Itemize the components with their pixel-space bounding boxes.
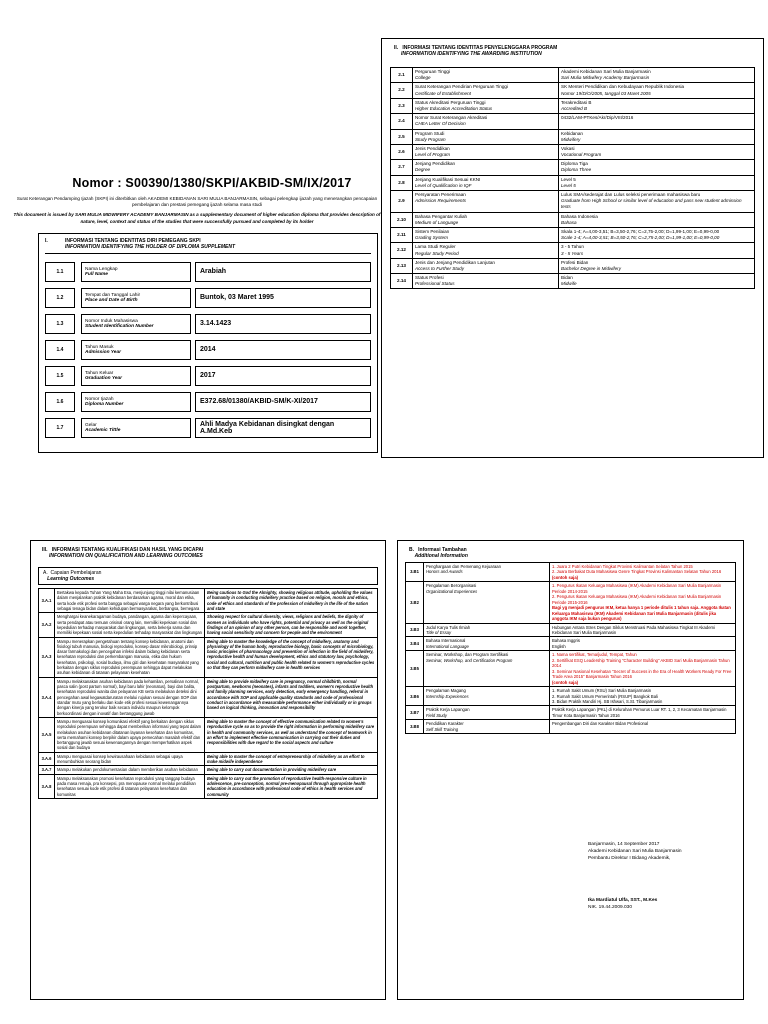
row-number: 2.6 xyxy=(391,144,413,159)
row-value xyxy=(559,129,755,144)
row-number: 3.A.1 xyxy=(39,589,55,613)
row-value xyxy=(559,243,755,258)
row-number: 3.A.4 xyxy=(39,677,55,717)
label-en: Level of Program xyxy=(415,152,450,158)
outcome-row xyxy=(39,637,378,677)
row-label xyxy=(424,563,550,582)
value-note: (contoh saja) xyxy=(552,574,579,580)
outcome-en: Being able to provide midwifery care in pregnancy, normal childbirth, normal postpartum, newborns (neonates), infants and toddlers, women's reproductive health and family planning services, early detection, early emergency handling, referral in accordance with SOP and applicable quality standards and code of professional conduct in accordance with measurable performance either individually or in groups based on logical thinking, innovation and responsibility xyxy=(205,677,378,717)
row-value: 2017 xyxy=(195,366,371,386)
row-value: E372.68/01380/AKBID-SM/K-XI/2017 xyxy=(195,392,371,412)
row-number: 3.A.8 xyxy=(39,774,55,798)
label-en: Access to Further Study xyxy=(415,265,465,271)
row-number: 3.A.6 xyxy=(39,752,55,766)
value-id: Lulus SMA/sederajat dan Lulus seleksi penerimaan mahasiswa baru xyxy=(561,192,701,197)
label-id: Jenis dan Jenjang Pendidikan Lanjutan xyxy=(415,259,495,265)
label-en: Seminar, Workshop, and Certification Program xyxy=(426,657,513,663)
institution-row xyxy=(391,191,755,213)
section-title-en: INFORMATION ON QUALIFICATION AND LEARNING OUTCOMES xyxy=(48,553,203,559)
value-id: Level 5 xyxy=(561,176,576,182)
row-value xyxy=(559,258,755,273)
value-item: 1. Juara 2 Putri Kebidanan Tingkat Provinsi Kalimantan Selatan Tahun 2015 xyxy=(552,564,693,569)
row-value xyxy=(550,637,736,651)
institution-table xyxy=(390,67,755,289)
outcome-en: Being able to carry out the promotion of reproductive health-responsive culture in adolescence, pre-conception, normal pre-menopausal through appropriate health education in accordance with professional code of ethics in health services and community xyxy=(205,774,378,798)
identity-row xyxy=(45,418,371,438)
label-id: Persyaratan Penerimaan xyxy=(415,192,466,197)
label-en: Organizational Experiences xyxy=(426,588,478,594)
row-number: 1.7 xyxy=(45,418,75,438)
additional-row xyxy=(406,563,736,582)
institution-row xyxy=(391,68,755,83)
additional-row xyxy=(406,637,736,651)
outcome-id: Mampu melaksanakan promosi kesehatan reproduksi yang tanggap budaya pada masa remaja, pra konsepsi, pra menopause normal melalui pendidikan kesehatan sesuai kode etik profesi di tatanan pelayanan kesehatan dan komunitas xyxy=(55,774,205,798)
label-id: Tempat dan Tanggal Lahir xyxy=(85,292,141,298)
label-id: Tahun Keluar xyxy=(85,370,114,376)
label-en: Degree xyxy=(415,167,431,173)
sign-place-date: Banjarmasin, 14 September 2017 xyxy=(588,842,660,847)
section-title: Informasi Tambahan xyxy=(418,547,467,553)
row-number: 2.12 xyxy=(391,243,413,258)
institution-row xyxy=(391,274,755,289)
row-value xyxy=(559,274,755,289)
label-en: Graduation Year xyxy=(85,375,123,381)
row-label xyxy=(424,582,550,623)
label-id: Seminar, Workshop, dan Program Sertifikasi xyxy=(426,652,509,658)
row-label xyxy=(424,687,550,706)
label-id: Nomor Ijazah xyxy=(85,396,114,402)
row-number: 2.3 xyxy=(391,98,413,113)
outcome-en: Being able to master the concept of entrepreneurship of midwifery as an effort to make midwife independence xyxy=(205,752,378,766)
row-number: 3.B8 xyxy=(406,720,424,734)
value-en: Nomor 19/D/O/2005, tanggal 03 Maret 2005 xyxy=(561,90,651,96)
additional-row xyxy=(406,706,736,720)
label-en: CHEA Letter Of Decision xyxy=(415,121,466,127)
value-item: Praktik Kerja Lapangan (PKL) di Kelurahan Pemurus Luar RT. 1, 2, 3 Kecamatan Banjarmasin Timur Kota Banjarmasin Tahun 2016 xyxy=(552,707,727,718)
additional-info-table xyxy=(405,562,736,734)
label-en: Internship Experiences xyxy=(426,693,469,699)
row-label xyxy=(424,720,550,734)
row-number: 1.5 xyxy=(45,366,75,386)
label-en: Regular Study Period xyxy=(415,250,459,256)
outcome-id: Mampu menerapkan pengetahuan tentang konsep kebidanan, anatomi dan fisiologi tubuh manusia, biologi reproduksi, konsep dasar mikrobiologi, prinsip dasar farmakologi dan pencegahan infeksi dalam bidang kebidanan serta kesehatan reproduksi dan perkembangan manusia, etika dan hukum kesehatan, psikologi, sosial budaya, ilmu gizi dan kesehatan masyarakat yang berkaitan dengan siklus reproduksi perempuan sehingga dapat melakukan asuhan kebidanan di tatanan pelayanan kesehatan xyxy=(55,637,205,677)
identity-row xyxy=(45,366,371,386)
institution-row xyxy=(391,160,755,175)
row-value xyxy=(559,212,755,227)
row-value xyxy=(559,98,755,113)
label-id: Jenis Pendidikan xyxy=(415,145,450,151)
row-value xyxy=(559,144,755,159)
row-number: 2.5 xyxy=(391,129,413,144)
label-en: Level of Qualification in IQF xyxy=(415,182,472,188)
section-title-en: INFORMATION IDENTIFYING THE HOLDER OF DIPLOMA SUPPLEMENT xyxy=(65,243,235,250)
label-en: Full Name xyxy=(85,271,108,277)
sign-name: Ika Mardiatul Ulfa, SST., M.Kes xyxy=(588,897,658,903)
row-number: 2.9 xyxy=(391,191,413,213)
row-label xyxy=(81,288,191,308)
row-value xyxy=(550,706,736,720)
label-id: Nomor Induk Mahasiswa xyxy=(85,318,138,324)
value-item: Bahasa Inggris xyxy=(552,638,580,644)
label-id: Perguruan Tinggi xyxy=(415,69,450,74)
section-number: III. xyxy=(42,547,48,553)
row-value: 2014 xyxy=(195,340,371,360)
row-value xyxy=(550,687,736,706)
value-id: Akademi Kebidanan Sari Mulia Banjarmasin xyxy=(561,69,651,74)
value-id: Bahasa Indonesia xyxy=(561,213,598,219)
row-label xyxy=(413,258,559,273)
outcome-row xyxy=(39,752,378,766)
section-header xyxy=(45,238,371,254)
label-id: Surat Keterangan Pendirian Perguruan Tinggi xyxy=(415,84,508,90)
section-title: INFORMASI TENTANG IDENTITAS DIRI PEMEGANG SKPI xyxy=(65,237,201,244)
skpi-page-identity xyxy=(8,176,386,453)
outcome-en: Being able to master the concept of effective communication related to women's reproductive cycle so as to provide the right information in performing midwifery care in health and community services, as well as understand the concept of teamwork in an effort to implement effective communication in carrying out their duties and responsibilities with due regard to the social aspects and culture xyxy=(205,717,378,752)
row-label xyxy=(81,262,191,282)
signature-block xyxy=(588,841,682,911)
label-id: Sistem Penilaian xyxy=(415,228,450,234)
row-number: 2.13 xyxy=(391,258,413,273)
section-title-en: Additional Information xyxy=(414,553,468,559)
outcome-row xyxy=(39,589,378,613)
row-number: 3.B4 xyxy=(406,637,424,651)
value-item: Pengembangan Diri dan Karakter Bidan Profesional xyxy=(552,721,649,727)
intro-text-en: This document is issued by SARI MULIA MIDWIFERY ACADEMY BANJARMASIN as a supplementary document of higher education diploma that provides description of nature, level, context and status of the studies that were successfully pursued and completed by its holder xyxy=(13,212,381,224)
row-label xyxy=(424,651,550,687)
label-id: Nomor Surat Keterangan Akreditasi xyxy=(415,115,488,121)
label-id: Praktik Kerja Lapangan xyxy=(426,707,470,713)
row-value xyxy=(559,175,755,190)
label-en: Study Program xyxy=(415,136,446,142)
row-number: 3.B7 xyxy=(406,706,424,720)
label-en: Student Identification Number xyxy=(85,323,154,329)
identity-rows xyxy=(45,262,371,438)
additional-row xyxy=(406,720,736,734)
row-label xyxy=(413,68,559,83)
row-number: 2.1 xyxy=(391,68,413,83)
row-label xyxy=(81,418,191,438)
identity-row xyxy=(45,288,371,308)
outcome-en: Being cautious to God the Almighty, showing religious attitude, upholding the values of humanity in conducting midwifery practice based on religion, morals and ethics, code of ethics and standards of the profession of midwifery in the life of the nation and state xyxy=(205,589,378,613)
institution-row xyxy=(391,243,755,258)
row-number: 2.10 xyxy=(391,212,413,227)
section-number: B. xyxy=(409,547,414,553)
additional-row xyxy=(406,687,736,706)
label-id: Nama Lengkap xyxy=(85,266,118,272)
label-id: Program Studi xyxy=(415,130,445,136)
value-id: Vokasi xyxy=(561,145,575,151)
value-id: Skala 1-4; A=4,00-3,51; B=3,50-2,76; C=2,75-2,00; D=1,99-1,00; E=0,99-0,00 xyxy=(561,228,720,234)
label-id: Jenjang Kualifikasi Sesuai KKNI xyxy=(415,176,481,182)
row-label xyxy=(81,314,191,334)
institution-row xyxy=(391,83,755,98)
outcome-en: Being able to carry out documentation in providing midwifery care xyxy=(205,766,378,774)
skpi-page-institution xyxy=(381,38,764,458)
row-number: 2.4 xyxy=(391,114,413,129)
value-item: 1. Rumah Sakit Umum (RSU) Sari Mulia Banjarmasin xyxy=(552,688,652,694)
row-value xyxy=(550,563,736,582)
label-en: Medium of Language xyxy=(415,219,459,225)
document-number: Nomor : S00390/1380/SKPI/AKBID-SM/IX/2017 xyxy=(72,176,352,190)
label-en: Self Skill Training xyxy=(426,726,459,732)
institution-row xyxy=(391,98,755,113)
value-note: Bagi yg menjadi pengurus IKM, ketua hanya 1 periode ditulis 1 tahun saja. Anggota Ikatan Keluarga Mahasiswa (IKM) Akademi Kebidanan Sari Mulia Banjarmasin (ditulis jika anggota IKM saja bukan pengurus) xyxy=(552,605,731,622)
row-label xyxy=(81,366,191,386)
value-item: 2. Pengurus Ikatan Keluarga Mahasiswa (IKM) Akademi Kebidanan Sari Mulia Banjarmasin Periode 2015-2016 xyxy=(552,594,722,605)
value-id: Profesi Bidan xyxy=(561,259,589,265)
row-number: 3.B2 xyxy=(406,582,424,623)
row-number: 3.B5 xyxy=(406,651,424,687)
row-value xyxy=(559,227,755,242)
label-en: Certificate of Establishment xyxy=(415,90,471,96)
row-number: 3.B3 xyxy=(406,623,424,637)
row-number: 3.B1 xyxy=(406,563,424,582)
institution-row xyxy=(391,258,755,273)
label-id: Jenjang Pendidikan xyxy=(415,161,456,167)
subsection-title: Capaian Pembelajaran xyxy=(50,570,102,576)
identity-row xyxy=(45,314,371,334)
label-en: College xyxy=(415,75,431,81)
value-note: (contoh saja) xyxy=(552,679,579,685)
identity-row xyxy=(45,392,371,412)
row-value xyxy=(550,651,736,687)
skpi-page-additional xyxy=(397,540,744,1000)
row-value xyxy=(550,720,736,734)
row-value: Buntok, 03 Maret 1995 xyxy=(195,288,371,308)
outcome-id: Mampu melaksanakan asuhan kebidanan pada kehamilan, persalinan normal, pasca salin (post partum normal), bayi baru lahir (neonatus), bayi dan balita, kesehatan reproduksi wanita dan pelayanan KB serta melakukan deteksi dini pencegahan awal kegawatdaruratan melalui rujukan sesuai dengan SOP dan standar mutu yang berlaku dan kode etik profesi sesuai kewenangannya dengan kinerja yang terukur baik secara individu maupun kelompok berkoordinasi dengan inovatif dan bertanggung jawab xyxy=(55,677,205,717)
section-title: INFORMASI TENTANG IDENTITAS PENYELENGGARA PROGRAM xyxy=(402,45,558,51)
additional-row xyxy=(406,582,736,623)
row-label xyxy=(413,160,559,175)
value-en: Graduate from High School or similar level of education and pass new student admission tests xyxy=(561,198,742,210)
value-id: Diploma Tiga xyxy=(561,161,588,167)
outcome-en: Being able to master the knowledge of the concept of midwifery, anatomy and physiology of the human body, reproductive biology, basic concepts of microbiology, basic principles of pharmacology and prevention of infection in the field of midwifery, reproductive health and human development, ethics and statutory law, psychology, social and cultural, nutrition and public health related to women's reproductive cycles so that they can perform midwifery care in health services xyxy=(205,637,378,677)
row-number: 3.A.3 xyxy=(39,637,55,677)
label-en: Diploma Number xyxy=(85,401,124,407)
label-en: Grading System xyxy=(415,235,448,241)
row-number: 1.2 xyxy=(45,288,75,308)
institution-row xyxy=(391,129,755,144)
label-id: Status Akreditasi Perguruan Tinggi xyxy=(415,99,486,105)
outcome-row xyxy=(39,774,378,798)
row-label xyxy=(81,340,191,360)
row-label xyxy=(424,623,550,637)
label-id: Tahun Masuk xyxy=(85,344,114,350)
institution-row xyxy=(391,175,755,190)
label-en: Admission Requirements xyxy=(415,198,467,204)
section-header xyxy=(394,45,755,57)
row-value xyxy=(559,68,755,83)
sign-institution: Akademi Kebidanan Sari Mulia Banjarmasin xyxy=(588,849,682,855)
additional-row xyxy=(406,623,736,637)
label-en: Professional Status xyxy=(415,281,455,287)
institution-row xyxy=(391,227,755,242)
value-id: SK Menteri Pendidikan dan Kebudayaan Republik Indonesia xyxy=(561,84,685,90)
row-number: 2.7 xyxy=(391,160,413,175)
value-item: 3. Bidan Praktik Mandiri Hj. SB Ishwari, S.St. Tibanjarmasin xyxy=(552,698,663,704)
outcome-id: Mampu melakukan pendokumentasian dalam memberikan asuhan kebidanan xyxy=(55,766,205,774)
holder-identity-box xyxy=(38,233,378,453)
row-value xyxy=(550,623,736,637)
label-id: Bahasa Internasional xyxy=(426,638,466,644)
value-en: Level 5 xyxy=(561,182,576,188)
row-value xyxy=(559,160,755,175)
row-label xyxy=(413,212,559,227)
label-id: Pengalaman Magang xyxy=(426,688,466,694)
section-header xyxy=(42,547,378,559)
value-en: 3 - 5 Years xyxy=(561,250,584,256)
row-label xyxy=(81,392,191,412)
value-item: 2. Juara Berbakat Duta Mahasiswa Genre Tingkat Provinsi Kalimantan Selatan Tahun 2016 xyxy=(552,569,722,575)
label-id: Pendidikan Karakter xyxy=(426,721,464,727)
label-id: Penghargaan dan Pemenang Kejuaraan xyxy=(426,564,501,569)
row-label xyxy=(413,83,559,98)
outcome-en: Showing respect for cultural diversity, views, religions and beliefs, the dignity of women as individuals who have rights, potential and privacy as well as the original findings of an opinion of any other person, can be responsible and work together, having social sensitivity and concern for people and the environment xyxy=(205,613,378,637)
additional-row xyxy=(406,651,736,687)
row-value: 3.14.1423 xyxy=(195,314,371,334)
subsection-number: A. xyxy=(43,570,48,576)
value-en: Accredited B xyxy=(561,105,588,111)
outcome-id: Bertakwa kepada Tuhan Yang Maha Esa, menjunjung tinggi nilai kemanusiaan dalam menjalankan praktik kebidanan berdasarkan agama, moral dan etika, serta kode etik profesi serta bangga sebagai warga negara yang berkontribusi sebagai tenaga bidan dalam kehidupan bermasyarakat, berbangsa, bernegara xyxy=(55,589,205,613)
row-value xyxy=(559,191,755,213)
section-number: II. xyxy=(394,45,399,51)
identity-row xyxy=(45,262,371,282)
learning-outcomes-header xyxy=(38,567,378,585)
row-value xyxy=(550,582,736,623)
label-en: Honors and Awards xyxy=(426,569,463,575)
value-en: Midwifery xyxy=(561,136,581,142)
value-id: 3 - 5 Tahun xyxy=(561,244,584,250)
value-item: Hubungan Antara Stres Dengan Siklus Menstruasi Pada Mahasiswa Tingkat III Akademi Kebidanan Sari Mulia Banjarmasin xyxy=(552,624,715,635)
outcome-row xyxy=(39,717,378,752)
learning-outcomes-table xyxy=(38,588,378,799)
value-en: Scale 1-4; A=4,00-3,51; B=3,50-2,76; C=2,75-2,00; D=1,99-1,00; E=0,99-0,00 xyxy=(561,235,720,241)
row-number: 3.A.5 xyxy=(39,717,55,752)
row-label xyxy=(413,227,559,242)
row-value: Arabiah xyxy=(195,262,371,282)
row-number: 3.B6 xyxy=(406,687,424,706)
outcome-id: Menghargai keanekaragaman budaya, pandangan, agama dan kepercayaan, serta pendapat atau temuan orisinal orang lain, memiliki kepekaan sosial dan kepedulian terhadap masyarakat dan lingkungan, serta bekerja sama dan memiliki kepekaan sosial serta kepedulian terhadap masyarakat dan lingkungan xyxy=(55,613,205,637)
subsection-title-en: Learning Outcomes xyxy=(47,576,95,582)
outcome-row xyxy=(39,613,378,637)
label-en: Title of Essay xyxy=(426,629,452,635)
intro-text-id: Surat Keterangan Pendamping Ijazah (SKPI) ini diterbitkan oleh AKADEMI KEBIDANAN SARI MULIA BANJARMASIN, sebagai pelengkap ijazah yang menerangkan pencapaian pembelajaran dan prestasi pemegang ijazah selama masa studi xyxy=(16,196,378,208)
sign-nik: NIK. 19.44.2009.030 xyxy=(588,904,633,910)
value-item: 2. Sertifikat ESQ Leadership Training "Character Building" AKBID Sari Mulia Banjarmasin Tahun 2014 xyxy=(552,657,730,669)
section-title: INFORMASI TENTANG KUALIFIKASI DAN HASIL YANG DICAPAI xyxy=(51,547,204,553)
value-item: English xyxy=(552,643,566,649)
identity-row xyxy=(45,340,371,360)
value-en: Diploma Three xyxy=(561,167,592,173)
value-id: 0432/LAM-PTKes/Akr/Dip/VIII/2016 xyxy=(561,115,634,121)
label-id: Pengalaman Berorganisasi xyxy=(426,583,477,589)
label-en: Higher Education Accreditation Status xyxy=(415,105,493,111)
row-label xyxy=(424,637,550,651)
value-en: Bahasa xyxy=(561,219,577,225)
row-label xyxy=(413,243,559,258)
row-number: 2.11 xyxy=(391,227,413,242)
row-number: 2.2 xyxy=(391,83,413,98)
institution-row xyxy=(391,114,755,129)
label-en: Field Study xyxy=(426,712,447,718)
outcome-row xyxy=(39,677,378,717)
row-label xyxy=(413,114,559,129)
row-value: Ahli Madya Kebidanan disingkat dengan A.Md.Keb xyxy=(195,418,371,438)
row-label xyxy=(413,144,559,159)
row-number: 3.A.7 xyxy=(39,766,55,774)
value-item: 3. Seminar Nasional Kesehatan "Secret of Success in the Era of Health Workers Ready For Free Trade Area 2015" Banjarmasin Tahun 2016 xyxy=(552,668,732,680)
label-en: International Language xyxy=(426,643,469,649)
label-id: Bahasa Pengantar Kuliah xyxy=(415,213,468,219)
outcome-id: Mampu menguasai konsep kewirausahaan kebidanan sebagai upaya menumbuhkan seorang bidan xyxy=(55,752,205,766)
row-label xyxy=(413,175,559,190)
row-number: 3.A.2 xyxy=(39,613,55,637)
value-en: Sari Mulia Midwifery Academy Banjarmasin xyxy=(561,75,650,81)
value-id: Terakreditasi B xyxy=(561,99,592,105)
label-en: Place and Date of Birth xyxy=(85,297,138,303)
row-number: 2.14 xyxy=(391,274,413,289)
value-en: Vocational Program xyxy=(561,152,602,158)
label-en: Academic Tittle xyxy=(85,427,121,433)
value-en: Midwife xyxy=(561,281,577,287)
value-id: Kebidanan xyxy=(561,130,583,136)
row-number: 1.3 xyxy=(45,314,75,334)
institution-row xyxy=(391,144,755,159)
skpi-page-qualification xyxy=(30,540,386,1000)
row-label xyxy=(424,706,550,720)
section-header xyxy=(409,547,736,559)
value-item: 1. Pengurus Ikatan Keluarga Mahasiswa (IKM) Akademi Kebidanan Sari Mulia Banjarmasin Periode 2014-2015 xyxy=(552,583,722,594)
value-id: Bidan xyxy=(561,275,573,281)
label-id: Status Profesi xyxy=(415,275,444,281)
value-item: 1. Nama sertifikat, Tema/judul, Tempat, Tahun xyxy=(552,652,637,658)
label-id: Lama Studi Reguler xyxy=(415,244,456,250)
label-en: Admission Year xyxy=(85,349,121,355)
outcome-row xyxy=(39,766,378,774)
value-item: 2. Rumah Sakit Umum Pemerintah (RSUP) Bangkok Bali xyxy=(552,693,658,699)
value-en: Bachelor Degree in Midwifery xyxy=(561,265,621,271)
row-value xyxy=(559,114,755,129)
label-id: Judul Karya Tulis Ilmiah xyxy=(426,624,471,630)
row-number: 1.6 xyxy=(45,392,75,412)
outcome-id: Mampu menguasai konsep komunikasi efektif yang berkaitan dengan siklus reproduksi perempuan sehingga dapat memberikan informasi yang tepat dalam melakukan asuhan kebidanan ditatanan layanan kesehatan dan komunitas, serta memahami konsep berpikir dalam upaya pemecahan masalah efektif dan bertanggung jawab sesuai kewenangannya dengan memperhatikan aspek sosial dan budaya xyxy=(55,717,205,752)
sign-role: Pembantu Direktur I Bidang Akademik, xyxy=(588,856,671,862)
row-number: 1.4 xyxy=(45,340,75,360)
row-number: 2.8 xyxy=(391,175,413,190)
section-number: I. xyxy=(45,237,48,244)
label-id: Gelar xyxy=(85,422,97,428)
row-label xyxy=(413,129,559,144)
row-label xyxy=(413,98,559,113)
row-value xyxy=(559,83,755,98)
row-label xyxy=(413,274,559,289)
row-label xyxy=(413,191,559,213)
institution-row xyxy=(391,212,755,227)
row-number: 1.1 xyxy=(45,262,75,282)
section-title-en: INFORMATION IDENTIFYING THE AWARDING INSTITUTION xyxy=(400,51,542,57)
